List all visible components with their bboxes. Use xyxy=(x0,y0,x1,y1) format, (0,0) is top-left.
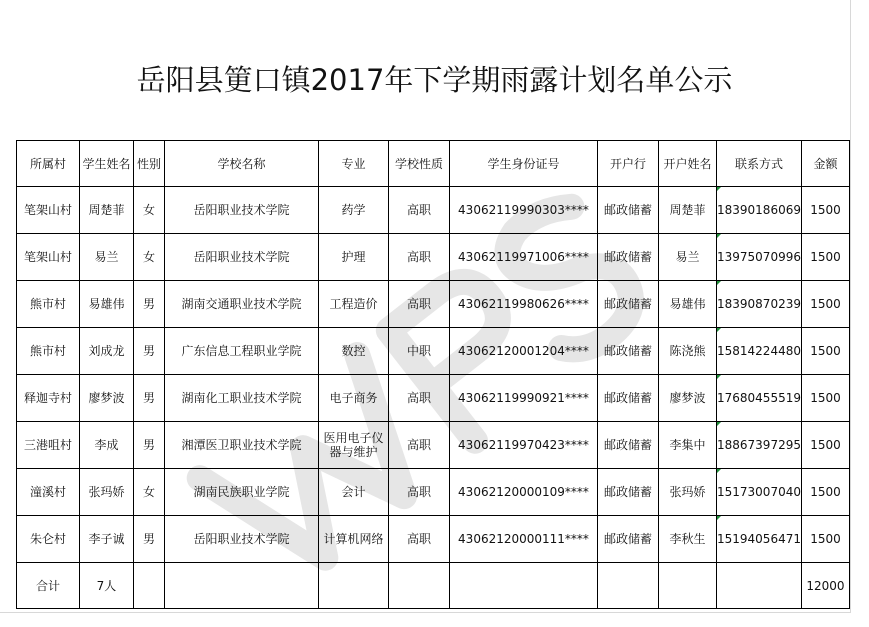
header-bank: 开户行 xyxy=(598,141,659,187)
cell-village: 潼溪村 xyxy=(17,469,80,516)
cell-amount: 1500 xyxy=(801,234,849,281)
cell-school-type: 高职 xyxy=(389,281,450,328)
cell-school-name: 岳阳职业技术学院 xyxy=(165,234,319,281)
number-as-text-indicator xyxy=(717,422,721,426)
cell-school-name: 广东信息工程职业学院 xyxy=(165,328,319,375)
page-title: 岳阳县筻口镇2017年下学期雨露计划名单公示 xyxy=(136,63,733,97)
cell-village: 三港咀村 xyxy=(17,422,80,469)
header-school-type: 学校性质 xyxy=(389,141,450,187)
header-account-name: 开户姓名 xyxy=(659,141,717,187)
cell-school-name: 岳阳职业技术学院 xyxy=(165,187,319,234)
number-as-text-indicator xyxy=(717,375,721,379)
header-student-name: 学生姓名 xyxy=(80,141,134,187)
total-count: 7人 xyxy=(80,563,134,609)
cell-id-number: 43062119980626**** xyxy=(450,281,598,328)
cell-account-name: 李秋生 xyxy=(659,516,717,563)
cell-bank: 邮政储蓄 xyxy=(598,234,659,281)
cell-contact xyxy=(717,281,802,328)
header-school-name: 学校名称 xyxy=(165,141,319,187)
cell-amount: 1500 xyxy=(801,469,849,516)
phone-number: 15814224480 xyxy=(717,344,801,358)
cell-school-name: 湖南民族职业学院 xyxy=(165,469,319,516)
cell-account-name: 易雄伟 xyxy=(659,281,717,328)
cell-gender: 男 xyxy=(134,281,165,328)
header-gender: 性别 xyxy=(134,141,165,187)
cell-school-type: 高职 xyxy=(389,375,450,422)
cell-id-number: 43062119970423**** xyxy=(450,422,598,469)
cell-school-type: 高职 xyxy=(389,422,450,469)
cell-id-number: 43062119971006**** xyxy=(450,234,598,281)
cell-amount: 1500 xyxy=(801,187,849,234)
cell-gender: 男 xyxy=(134,328,165,375)
cell-bank: 邮政储蓄 xyxy=(598,187,659,234)
cell-school-name: 湖南交通职业技术学院 xyxy=(165,281,319,328)
cell-bank: 邮政储蓄 xyxy=(598,422,659,469)
cell-school-type: 高职 xyxy=(389,469,450,516)
cell-major: 工程造价 xyxy=(319,281,389,328)
cell-bank: 邮政储蓄 xyxy=(598,516,659,563)
phone-number: 18867397295 xyxy=(717,438,801,452)
table-row xyxy=(17,422,850,469)
cell-village: 熊市村 xyxy=(17,281,80,328)
cell-village: 熊市村 xyxy=(17,328,80,375)
cell-major: 药学 xyxy=(319,187,389,234)
number-as-text-indicator xyxy=(717,281,721,285)
phone-number: 15194056471 xyxy=(717,532,801,546)
phone-number: 18390186069 xyxy=(717,203,801,217)
cell-student-name: 周楚菲 xyxy=(80,187,134,234)
cell-school-name: 岳阳职业技术学院 xyxy=(165,516,319,563)
table-row xyxy=(17,187,850,234)
cell-id-number: 43062119990921**** xyxy=(450,375,598,422)
cell-amount: 1500 xyxy=(801,375,849,422)
cell-id-number: 43062120000111**** xyxy=(450,516,598,563)
total-amount: 12000 xyxy=(801,563,849,609)
cell-student-name: 易兰 xyxy=(80,234,134,281)
table-row xyxy=(17,281,850,328)
number-as-text-indicator xyxy=(717,187,721,191)
cell-major: 电子商务 xyxy=(319,375,389,422)
cell-amount: 1500 xyxy=(801,516,849,563)
number-as-text-indicator xyxy=(717,328,721,332)
table-row xyxy=(17,516,850,563)
cell-contact xyxy=(717,516,802,563)
cell-contact xyxy=(717,234,802,281)
number-as-text-indicator xyxy=(717,469,721,473)
empty-cell xyxy=(389,563,450,609)
cell-student-name: 刘成龙 xyxy=(80,328,134,375)
header-major: 专业 xyxy=(319,141,389,187)
cell-school-type: 高职 xyxy=(389,516,450,563)
empty-cell xyxy=(717,563,802,609)
cell-amount: 1500 xyxy=(801,281,849,328)
cell-gender: 男 xyxy=(134,375,165,422)
header-row xyxy=(17,141,850,187)
cell-school-type: 高职 xyxy=(389,234,450,281)
cell-gender: 女 xyxy=(134,469,165,516)
table-row xyxy=(17,328,850,375)
cell-id-number: 43062120000109**** xyxy=(450,469,598,516)
roster-body xyxy=(17,141,850,609)
cell-bank: 邮政储蓄 xyxy=(598,281,659,328)
cell-school-name: 湖南化工职业技术学院 xyxy=(165,375,319,422)
cell-contact xyxy=(717,469,802,516)
cell-major: 数控 xyxy=(319,328,389,375)
cell-village: 笔架山村 xyxy=(17,187,80,234)
cell-student-name: 李子诚 xyxy=(80,516,134,563)
cell-amount: 1500 xyxy=(801,328,849,375)
empty-cell xyxy=(598,563,659,609)
empty-cell xyxy=(659,563,717,609)
phone-number: 17680455519 xyxy=(717,391,801,405)
cell-account-name: 张玛娇 xyxy=(659,469,717,516)
number-as-text-indicator xyxy=(717,516,721,520)
cell-bank: 邮政储蓄 xyxy=(598,469,659,516)
cell-contact xyxy=(717,422,802,469)
cell-amount: 1500 xyxy=(801,422,849,469)
header-amount: 金额 xyxy=(801,141,849,187)
cell-school-type: 高职 xyxy=(389,187,450,234)
phone-number: 18390870239 xyxy=(717,297,801,311)
cell-id-number: 43062120001204**** xyxy=(450,328,598,375)
cell-student-name: 易雄伟 xyxy=(80,281,134,328)
cell-id-number: 43062119990303**** xyxy=(450,187,598,234)
cell-major: 护理 xyxy=(319,234,389,281)
cell-school-type: 中职 xyxy=(389,328,450,375)
cell-account-name: 廖梦波 xyxy=(659,375,717,422)
number-as-text-indicator xyxy=(717,234,721,238)
cell-gender: 男 xyxy=(134,422,165,469)
cell-account-name: 周楚菲 xyxy=(659,187,717,234)
cell-village: 释迦寺村 xyxy=(17,375,80,422)
cell-bank: 邮政储蓄 xyxy=(598,328,659,375)
cell-gender: 女 xyxy=(134,234,165,281)
roster-table xyxy=(16,140,850,609)
cell-gender: 男 xyxy=(134,516,165,563)
table-row xyxy=(17,234,850,281)
cell-student-name: 李成 xyxy=(80,422,134,469)
table-row xyxy=(17,469,850,516)
cell-student-name: 张玛娇 xyxy=(80,469,134,516)
cell-student-name: 廖梦波 xyxy=(80,375,134,422)
cell-contact xyxy=(717,375,802,422)
cell-contact xyxy=(717,187,802,234)
cell-account-name: 陈浇熊 xyxy=(659,328,717,375)
cell-major: 计算机网络 xyxy=(319,516,389,563)
cell-major: 医用电子仪器与维护 xyxy=(319,422,389,469)
cell-gender: 女 xyxy=(134,187,165,234)
phone-number: 15173007040 xyxy=(717,485,801,499)
empty-cell xyxy=(450,563,598,609)
cell-major: 会计 xyxy=(319,469,389,516)
empty-cell xyxy=(165,563,319,609)
table-row xyxy=(17,375,850,422)
header-id-number: 学生身份证号 xyxy=(450,141,598,187)
phone-number: 13975070996 xyxy=(717,250,801,264)
cell-village: 笔架山村 xyxy=(17,234,80,281)
cell-bank: 邮政储蓄 xyxy=(598,375,659,422)
total-row xyxy=(17,563,850,609)
cell-account-name: 李集中 xyxy=(659,422,717,469)
total-label: 合计 xyxy=(17,563,80,609)
header-village: 所属村 xyxy=(17,141,80,187)
cell-account-name: 易兰 xyxy=(659,234,717,281)
cell-school-name: 湘潭医卫职业技术学院 xyxy=(165,422,319,469)
empty-cell xyxy=(319,563,389,609)
cell-village: 朱仑村 xyxy=(17,516,80,563)
empty-cell xyxy=(134,563,165,609)
header-contact: 联系方式 xyxy=(717,141,802,187)
cell-contact xyxy=(717,328,802,375)
